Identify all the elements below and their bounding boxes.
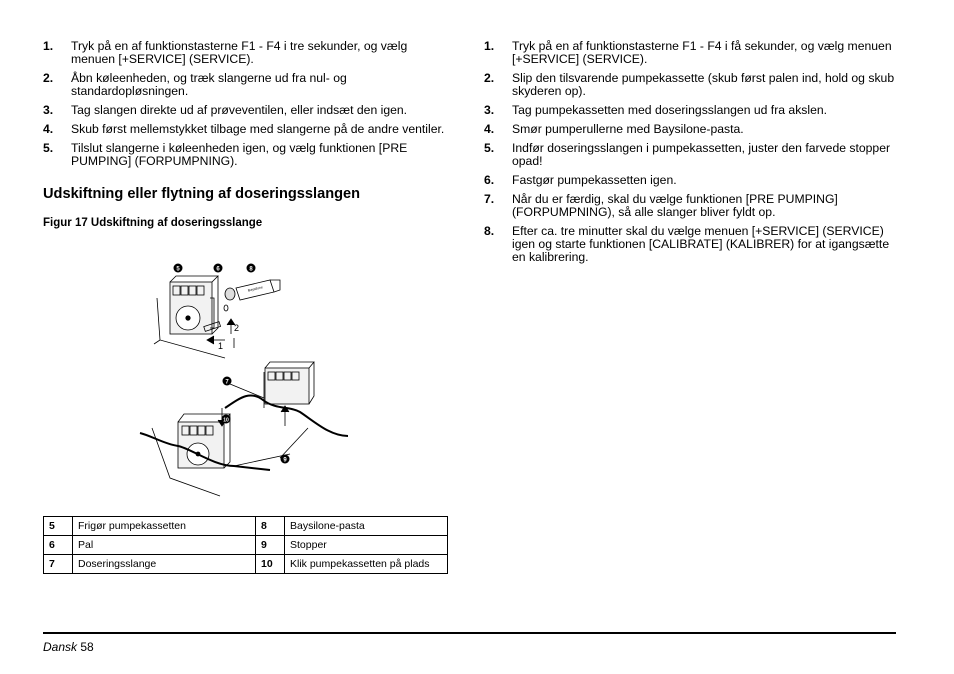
table-row: 5 Frigør pumpekassetten 8 Baysilone-pasta	[44, 517, 448, 536]
list-item: 8. Efter ca. tre minutter skal du vælge menuen [+SERVICE] (SERVICE) igen og starte funktionen [CALIBRATE] (KALIBRER) for at igangsætte en kalibrering.	[484, 224, 890, 264]
list-item: 2. Slip den tilsvarende pumpekassette (skub først palen ind, hold og skub skyderen op).	[484, 71, 895, 98]
list-item: 7. Når du er færdig, skal du vælge funktionen [PRE PUMPING] (FORPUMPNING), så alle slanger bliver fyldt op.	[484, 192, 838, 219]
footer-language: Dansk	[43, 640, 78, 654]
section-title: Udskiftning eller flytning af doseringsslangen	[43, 186, 361, 202]
left-step-list	[43, 40, 448, 168]
list-item: 4. Skub først mellemstykket tilbage med slangerne på de andre ventiler.	[43, 122, 445, 136]
list-item: 4. Smør pumperullerne med Baysilone-pasta.	[484, 122, 744, 136]
list-item: 1. Tryk på en af funktionstasterne F1 - F4 i få sekunder, og vælg menuen [+SERVICE] (SERVICE).	[484, 39, 892, 66]
page-footer	[43, 640, 94, 654]
list-item: 2. Åbn køleenheden, og træk slangerne ud fra nul- og standardopløsningen.	[43, 71, 347, 98]
callout-8: 8	[249, 266, 253, 273]
table-row: 7 Doseringsslange 10 Klik pumpekassetten på plads	[44, 555, 448, 574]
right-column	[484, 40, 904, 270]
arrow-label-2: 2	[234, 323, 240, 333]
callout-9: 9	[283, 457, 287, 464]
left-column	[43, 40, 448, 230]
list-item: 3. Tag pumpekassetten med doseringsslangen ud fra akslen.	[484, 103, 828, 117]
tube-label: Baysilone	[247, 285, 264, 293]
list-item: 3. Tag slangen direkte ud af prøveventilen, eller indsæt den igen.	[43, 103, 408, 117]
callout-7: 7	[225, 379, 229, 386]
right-step-list	[484, 40, 904, 264]
page-number: 58	[80, 640, 94, 654]
list-item: 6. Fastgør pumpekassetten igen.	[484, 173, 677, 187]
figure-legend-table	[43, 516, 448, 574]
arrow-label-1: 1	[218, 341, 224, 351]
list-item: 5. Indfør doseringsslangen i pumpekassetten, juster den farvede stopper opad!	[484, 141, 891, 168]
pump-cassette-illustration	[130, 258, 360, 508]
callout-5: 5	[176, 266, 180, 273]
footer-divider	[43, 632, 896, 634]
figure-caption: Figur 17 Udskiftning af doseringsslange	[43, 217, 263, 229]
list-item: 1. Tryk på en af funktionstasterne F1 - F4 i tre sekunder, og vælg menuen [+SERVICE] (SERVICE).	[43, 39, 408, 66]
callout-10: 10	[223, 417, 229, 424]
list-item: 5. Tilslut slangerne i køleenheden igen, og vælg funktionen [PRE PUMPING] (FORPUMPNING).	[43, 141, 408, 168]
table-row: 6 Pal 9 Stopper	[44, 536, 448, 555]
callout-6: 6	[216, 266, 220, 273]
